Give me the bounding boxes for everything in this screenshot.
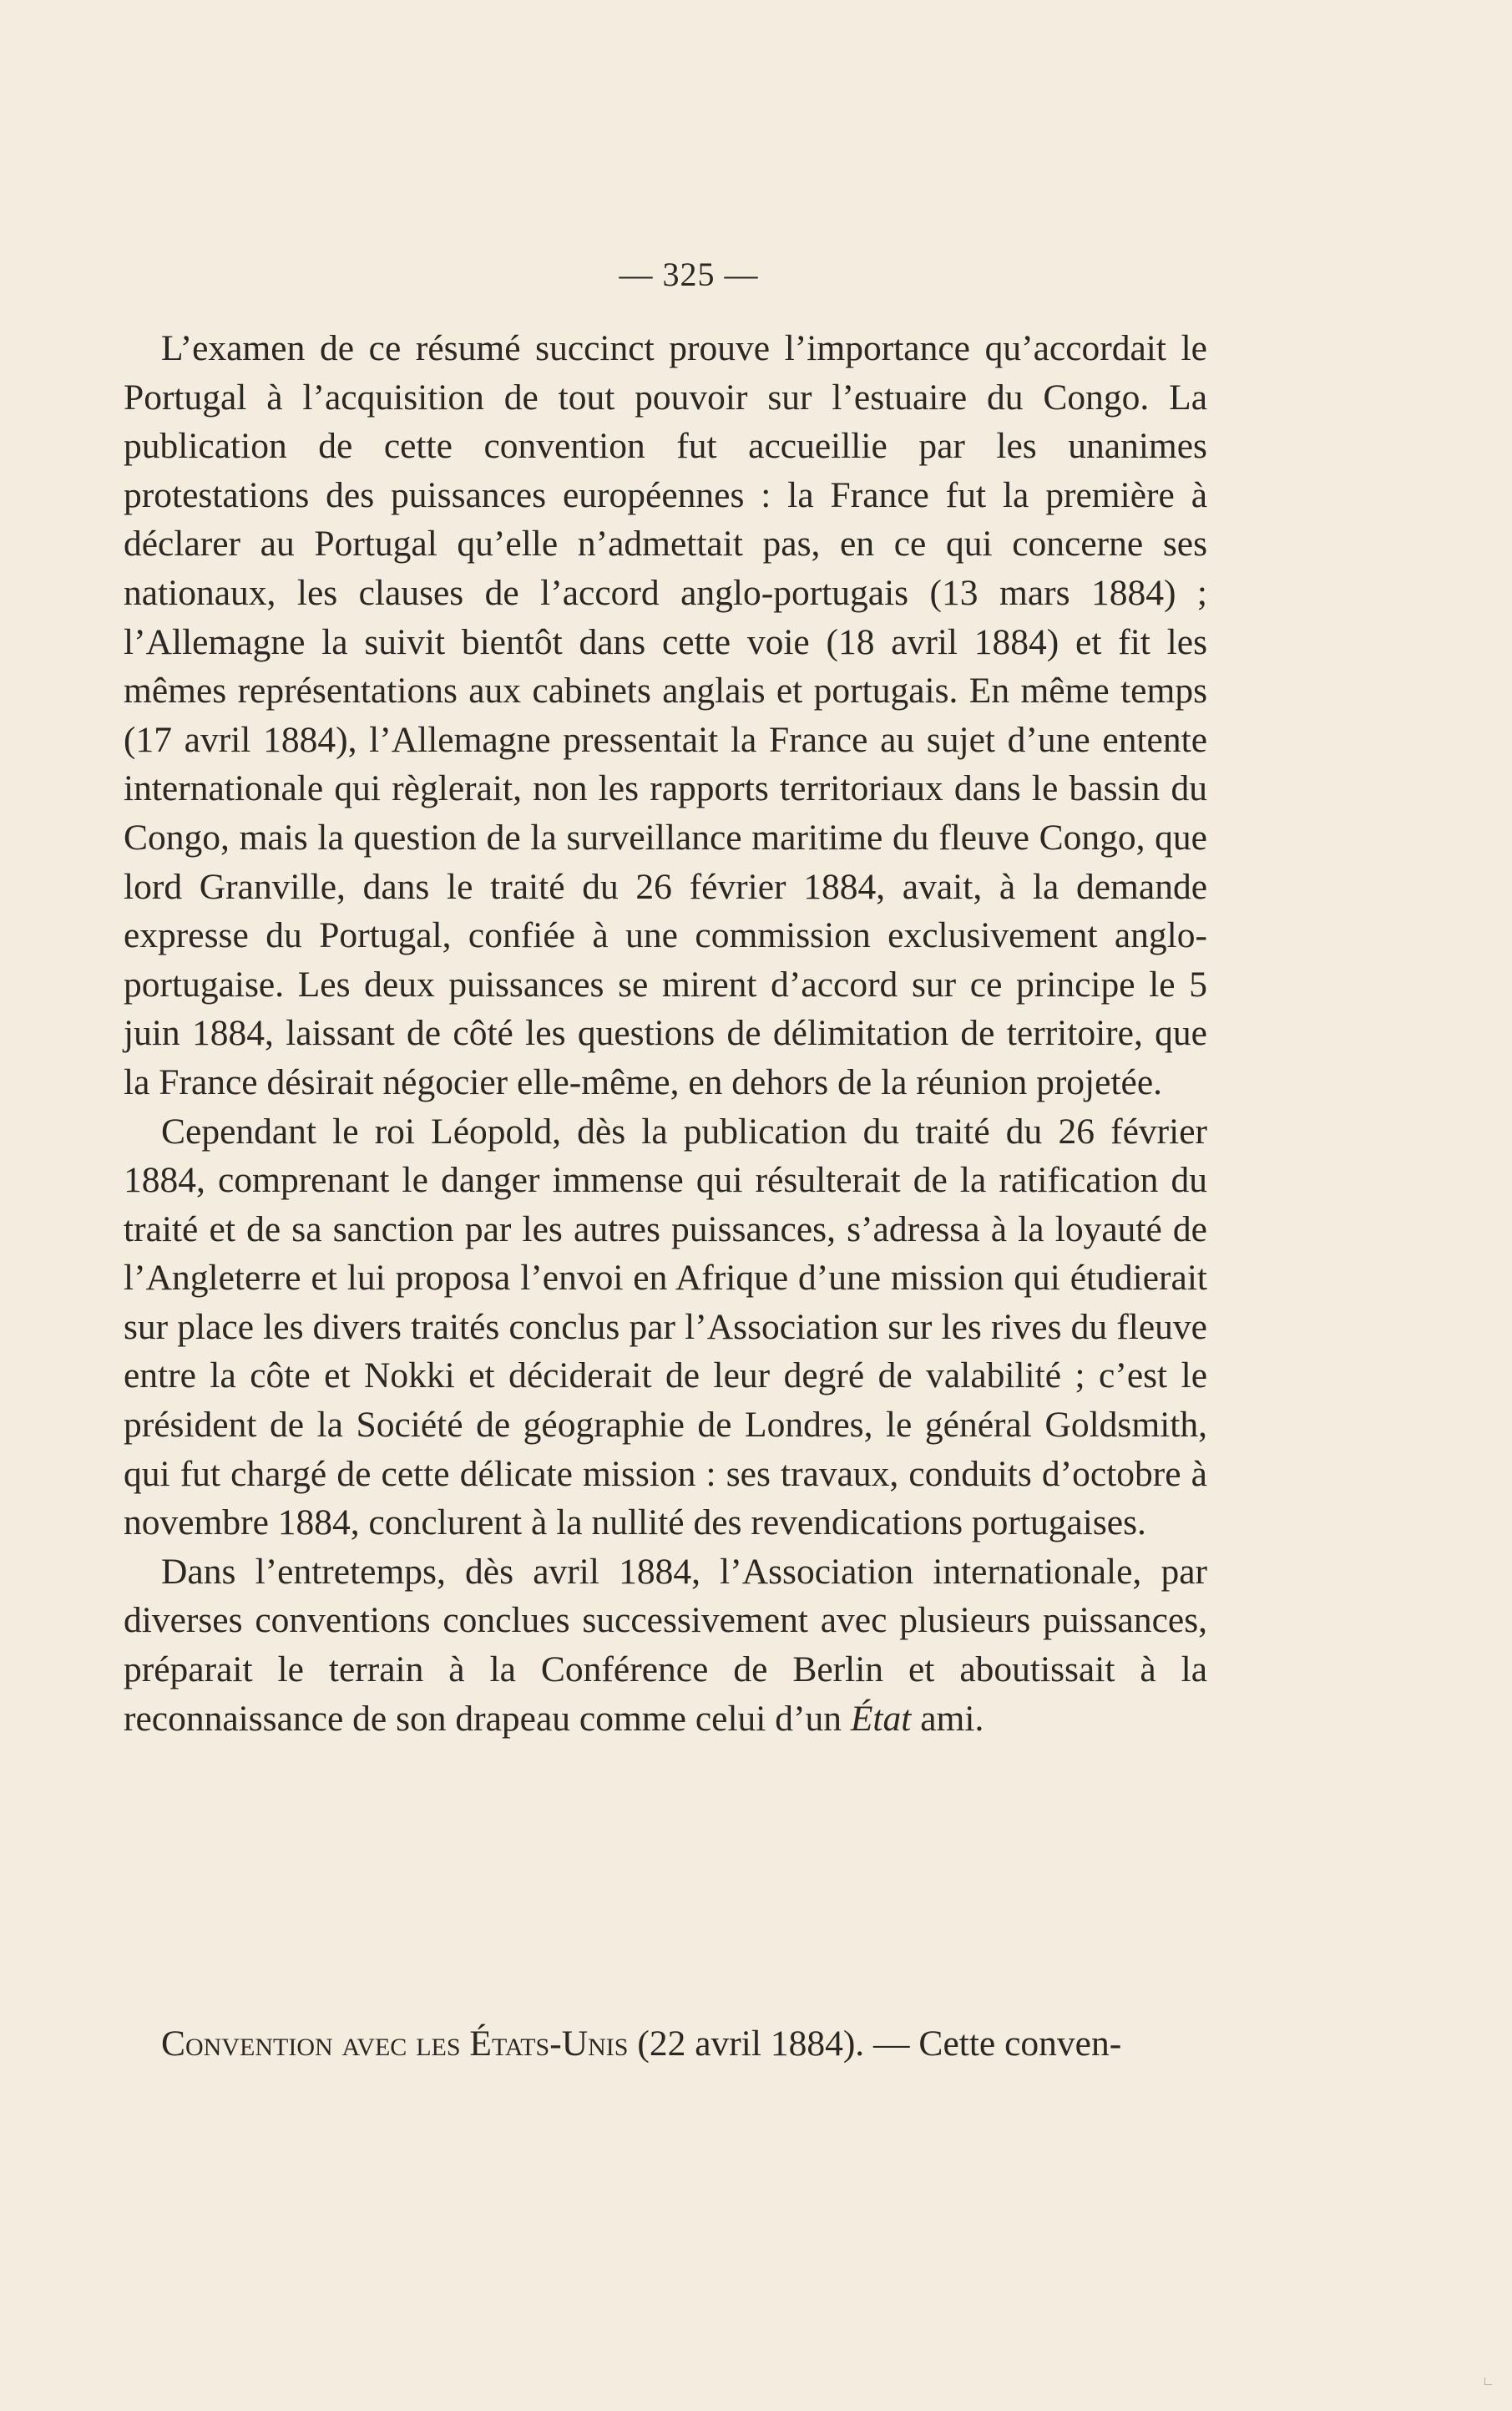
- italic-etat: État: [850, 1698, 912, 1739]
- paragraph-1: L’examen de ce résumé succinct prouve l’importance qu’accordait le Portugal à l’acquisition de tout pouvoir sur l’estuaire du Congo. La publication de cette convention fut accueillie par les unanimes protestations des puissances européennes : la France fut la première à déclarer au Portugal qu’elle n’admettait pas, en ce qui concerne ses nationaux, les clauses de l’accord anglo-portugais (13 mars 1884) ; l’Allemagne la suivit bientôt dans cette voie (18 avril 1884) et fit les mêmes représentations aux cabinets anglais et portugais. En même temps (17 avril 1884), l’Allemagne pressentait la France au sujet d’une entente internationale qui règlerait, non les rapports territoriaux dans le bassin du Congo, mais la question de la surveillance maritime du fleuve Congo, que lord Granville, dans le traité du 26 février 1884, avait, à la demande expresse du Portugal, confiée à une commission exclusivement anglo-portugaise. Les deux puissances se mirent d’accord sur ce principe le 5 juin 1884, laissant de côté les questions de délimitation de territoire, que la France désirait négocier elle-même, en dehors de la réunion projetée.: [124, 328, 1207, 1102]
- paragraph-3-end: ami.: [911, 1698, 984, 1739]
- page-number: — 325 —: [619, 256, 759, 293]
- paragraph-3-text: Dans l’entretemps, dès avril 1884, l’Association internationale, par diverses conventions conclues successivement avec plusieurs puissances, préparait le terrain à la Conférence de Berlin et aboutissait à la reconnaissance de son drapeau comme celui d’un: [124, 1551, 1207, 1739]
- paragraph-3: [124, 1547, 1207, 1743]
- section-start: [124, 2019, 1207, 2069]
- paragraph-2: Cependant le roi Léopold, dès la publication du traité du 26 février 1884, comprenant le danger immense qui résulterait de la ratification du traité et de sa sanction par les autres puissances, s’adressa à la loyauté de l’Angleterre et lui proposa l’envoi en Afrique d’une mission qui étudierait sur place les divers traités conclus par l’Association sur les rives du fleuve entre la côte et Nokki et déciderait de leur degré de valabilité ; c’est le président de la Société de géographie de Londres, le général Goldsmith, qui fut chargé de cette délicate mission : ses travaux, conduits d’octobre à novembre 1884, conclurent à la nullité des revendications portugaises.: [124, 1111, 1207, 1543]
- section-heading: Convention avec les États-Unis: [161, 2024, 629, 2064]
- section-text: (22 avril 1884). — Cette conven-: [628, 2024, 1122, 2064]
- body-text: [124, 324, 1207, 1743]
- corner-mark: [1484, 2378, 1492, 2385]
